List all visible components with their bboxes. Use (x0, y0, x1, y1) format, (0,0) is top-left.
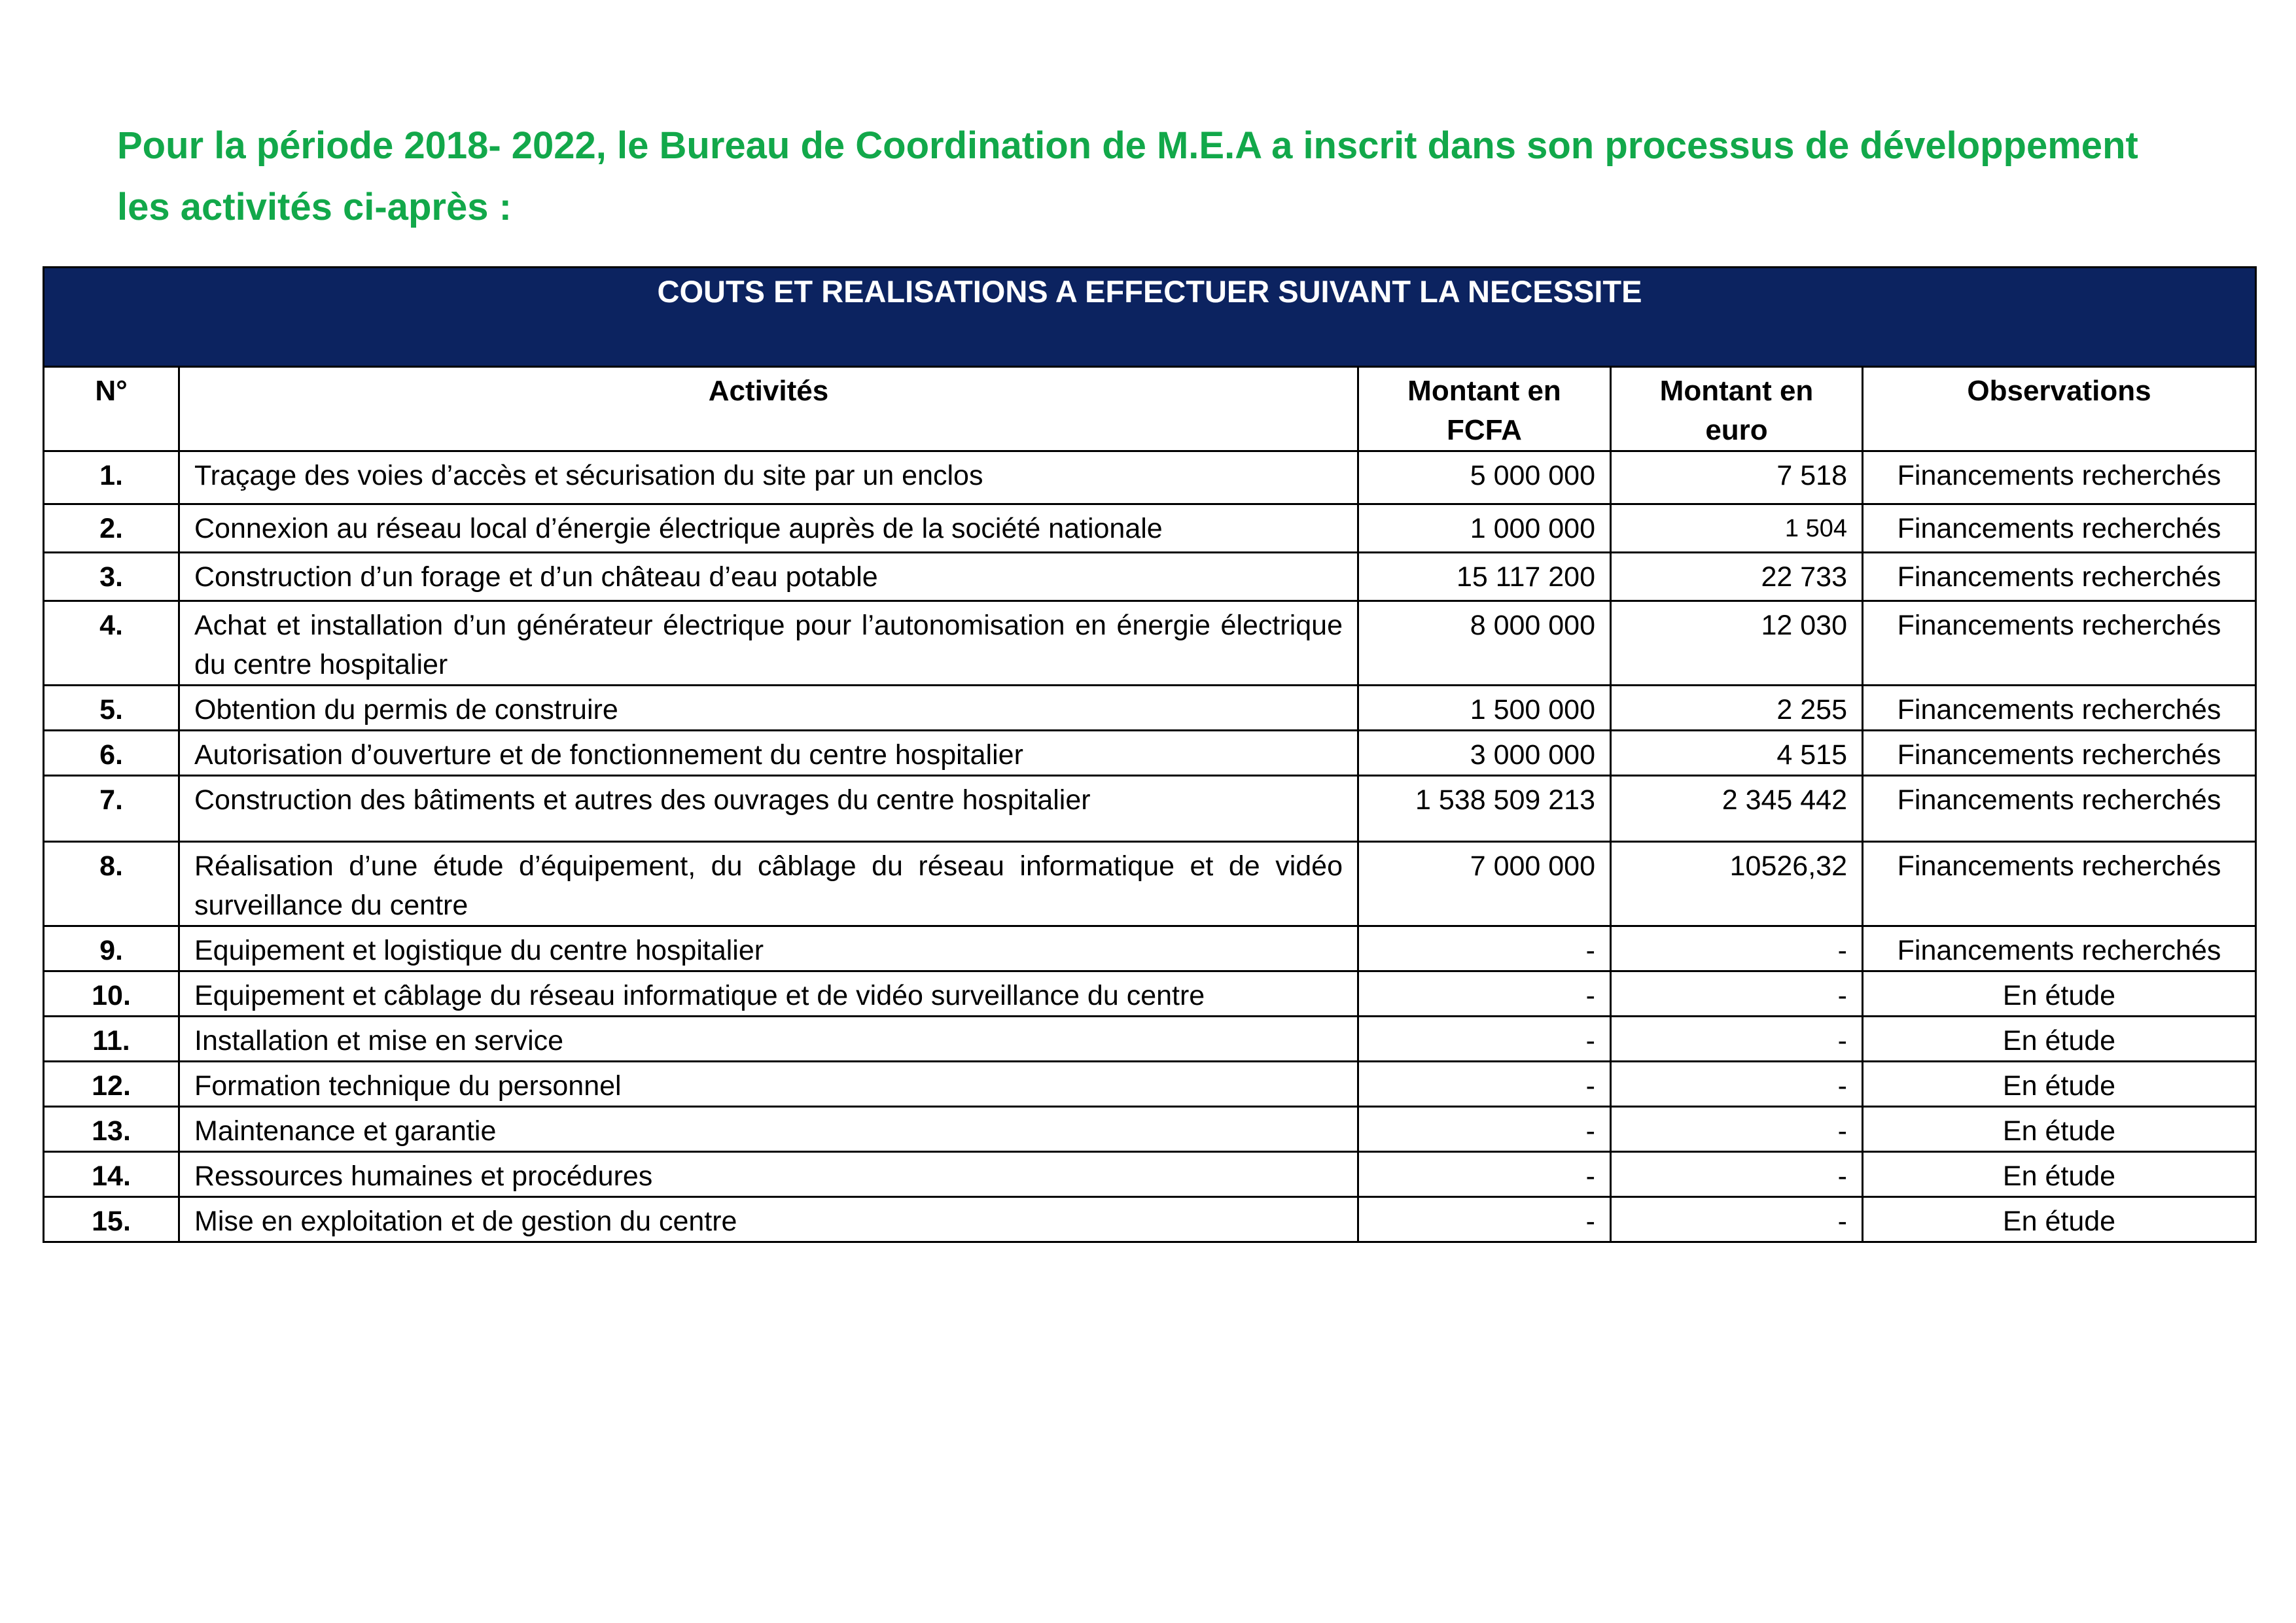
row-num: 1. (44, 451, 179, 504)
table-row (44, 1197, 2256, 1242)
row-activity: Equipement et câblage du réseau informatique et de vidéo surveillance du centre (179, 971, 1358, 1017)
row-num: 15. (44, 1197, 179, 1242)
row-activity: Construction des bâtiments et autres des ouvrages du centre hospitalier (179, 776, 1358, 842)
row-euro: - (1611, 926, 1863, 971)
header-num: N° (44, 367, 179, 451)
table-title: COUTS ET REALISATIONS A EFFECTUER SUIVANT LA NECESSITE (44, 268, 2256, 367)
table-row (44, 504, 2256, 553)
row-observation: Financements recherchés (1863, 926, 2256, 971)
row-euro: - (1611, 1017, 1863, 1062)
header-fcfa-line2: FCFA (1447, 414, 1522, 446)
row-fcfa: 1 538 509 213 (1358, 776, 1611, 842)
row-fcfa: 1 000 000 (1358, 504, 1611, 553)
row-activity: Equipement et logistique du centre hospitalier (179, 926, 1358, 971)
row-observation: Financements recherchés (1863, 842, 2256, 926)
row-euro: 12 030 (1611, 601, 1863, 686)
row-num: 4. (44, 601, 179, 686)
row-euro: 2 345 442 (1611, 776, 1863, 842)
intro-text (117, 115, 2211, 238)
row-activity: Mise en exploitation et de gestion du centre (179, 1197, 1358, 1242)
table-row (44, 971, 2256, 1017)
row-num: 6. (44, 731, 179, 776)
row-num: 3. (44, 553, 179, 601)
row-observation: En étude (1863, 1152, 2256, 1197)
table-row (44, 731, 2256, 776)
table-row (44, 776, 2256, 842)
row-observation: Financements recherchés (1863, 601, 2256, 686)
row-activity: Maintenance et garantie (179, 1107, 1358, 1152)
row-observation: En étude (1863, 1062, 2256, 1107)
row-fcfa: - (1358, 1107, 1611, 1152)
row-num: 7. (44, 776, 179, 842)
row-fcfa: 3 000 000 (1358, 731, 1611, 776)
header-euro-line1: Montant en (1659, 375, 1814, 407)
intro-line-2: les activités ci-après : (117, 186, 512, 228)
row-activity: Installation et mise en service (179, 1017, 1358, 1062)
row-fcfa: - (1358, 1197, 1611, 1242)
row-activity: Formation technique du personnel (179, 1062, 1358, 1107)
row-activity: Réalisation d’une étude d’équipement, du câblage du réseau informatique et de vidéo surveillance du centre (179, 842, 1358, 926)
row-num: 8. (44, 842, 179, 926)
row-euro: - (1611, 1152, 1863, 1197)
header-fcfa (1358, 367, 1611, 451)
table-row (44, 686, 2256, 731)
row-euro: - (1611, 1197, 1863, 1242)
intro-line-1: Pour la période 2018- 2022, le Bureau de Coordination de M.E.A a inscrit dans son processus de développement (117, 124, 2138, 167)
row-euro: 2 255 (1611, 686, 1863, 731)
row-num: 13. (44, 1107, 179, 1152)
row-activity: Construction d’un forage et d’un château d’eau potable (179, 553, 1358, 601)
row-euro: 4 515 (1611, 731, 1863, 776)
cost-table (43, 266, 2257, 1243)
row-observation: Financements recherchés (1863, 451, 2256, 504)
row-observation: Financements recherchés (1863, 553, 2256, 601)
row-euro: 22 733 (1611, 553, 1863, 601)
row-observation: En étude (1863, 1017, 2256, 1062)
table-row (44, 553, 2256, 601)
row-fcfa: 8 000 000 (1358, 601, 1611, 686)
table-row (44, 1017, 2256, 1062)
row-fcfa: 7 000 000 (1358, 842, 1611, 926)
row-num: 2. (44, 504, 179, 553)
header-observations: Observations (1863, 367, 2256, 451)
row-euro: 1 504 (1611, 504, 1863, 553)
table-row (44, 1107, 2256, 1152)
row-activity: Obtention du permis de construire (179, 686, 1358, 731)
row-activity: Traçage des voies d’accès et sécurisation du site par un enclos (179, 451, 1358, 504)
row-fcfa: - (1358, 926, 1611, 971)
row-observation: Financements recherchés (1863, 686, 2256, 731)
table-row (44, 601, 2256, 686)
row-euro: - (1611, 971, 1863, 1017)
row-activity: Connexion au réseau local d’énergie électrique auprès de la société nationale (179, 504, 1358, 553)
row-observation: En étude (1863, 971, 2256, 1017)
header-euro (1611, 367, 1863, 451)
row-activity: Autorisation d’ouverture et de fonctionnement du centre hospitalier (179, 731, 1358, 776)
row-num: 9. (44, 926, 179, 971)
row-euro: - (1611, 1107, 1863, 1152)
row-num: 5. (44, 686, 179, 731)
row-observation: Financements recherchés (1863, 504, 2256, 553)
row-fcfa: 5 000 000 (1358, 451, 1611, 504)
row-num: 12. (44, 1062, 179, 1107)
row-euro: - (1611, 1062, 1863, 1107)
row-activity: Achat et installation d’un générateur électrique pour l’autonomisation en énergie électrique du centre hospitalier (179, 601, 1358, 686)
row-fcfa: - (1358, 1062, 1611, 1107)
table-row (44, 926, 2256, 971)
row-activity: Ressources humaines et procédures (179, 1152, 1358, 1197)
header-activity: Activités (179, 367, 1358, 451)
table-row (44, 842, 2256, 926)
table-row (44, 1062, 2256, 1107)
table-row (44, 1152, 2256, 1197)
table-row (44, 451, 2256, 504)
row-observation: En étude (1863, 1197, 2256, 1242)
row-euro: 7 518 (1611, 451, 1863, 504)
header-euro-line2: euro (1705, 414, 1768, 446)
row-observation: En étude (1863, 1107, 2256, 1152)
row-fcfa: 1 500 000 (1358, 686, 1611, 731)
row-fcfa: - (1358, 971, 1611, 1017)
row-num: 11. (44, 1017, 179, 1062)
row-observation: Financements recherchés (1863, 731, 2256, 776)
row-fcfa: - (1358, 1017, 1611, 1062)
table-header-row (44, 367, 2256, 451)
row-fcfa: 15 117 200 (1358, 553, 1611, 601)
row-num: 10. (44, 971, 179, 1017)
row-euro: 10526,32 (1611, 842, 1863, 926)
row-num: 14. (44, 1152, 179, 1197)
row-observation: Financements recherchés (1863, 776, 2256, 842)
header-fcfa-line1: Montant en (1407, 375, 1561, 407)
row-fcfa: - (1358, 1152, 1611, 1197)
